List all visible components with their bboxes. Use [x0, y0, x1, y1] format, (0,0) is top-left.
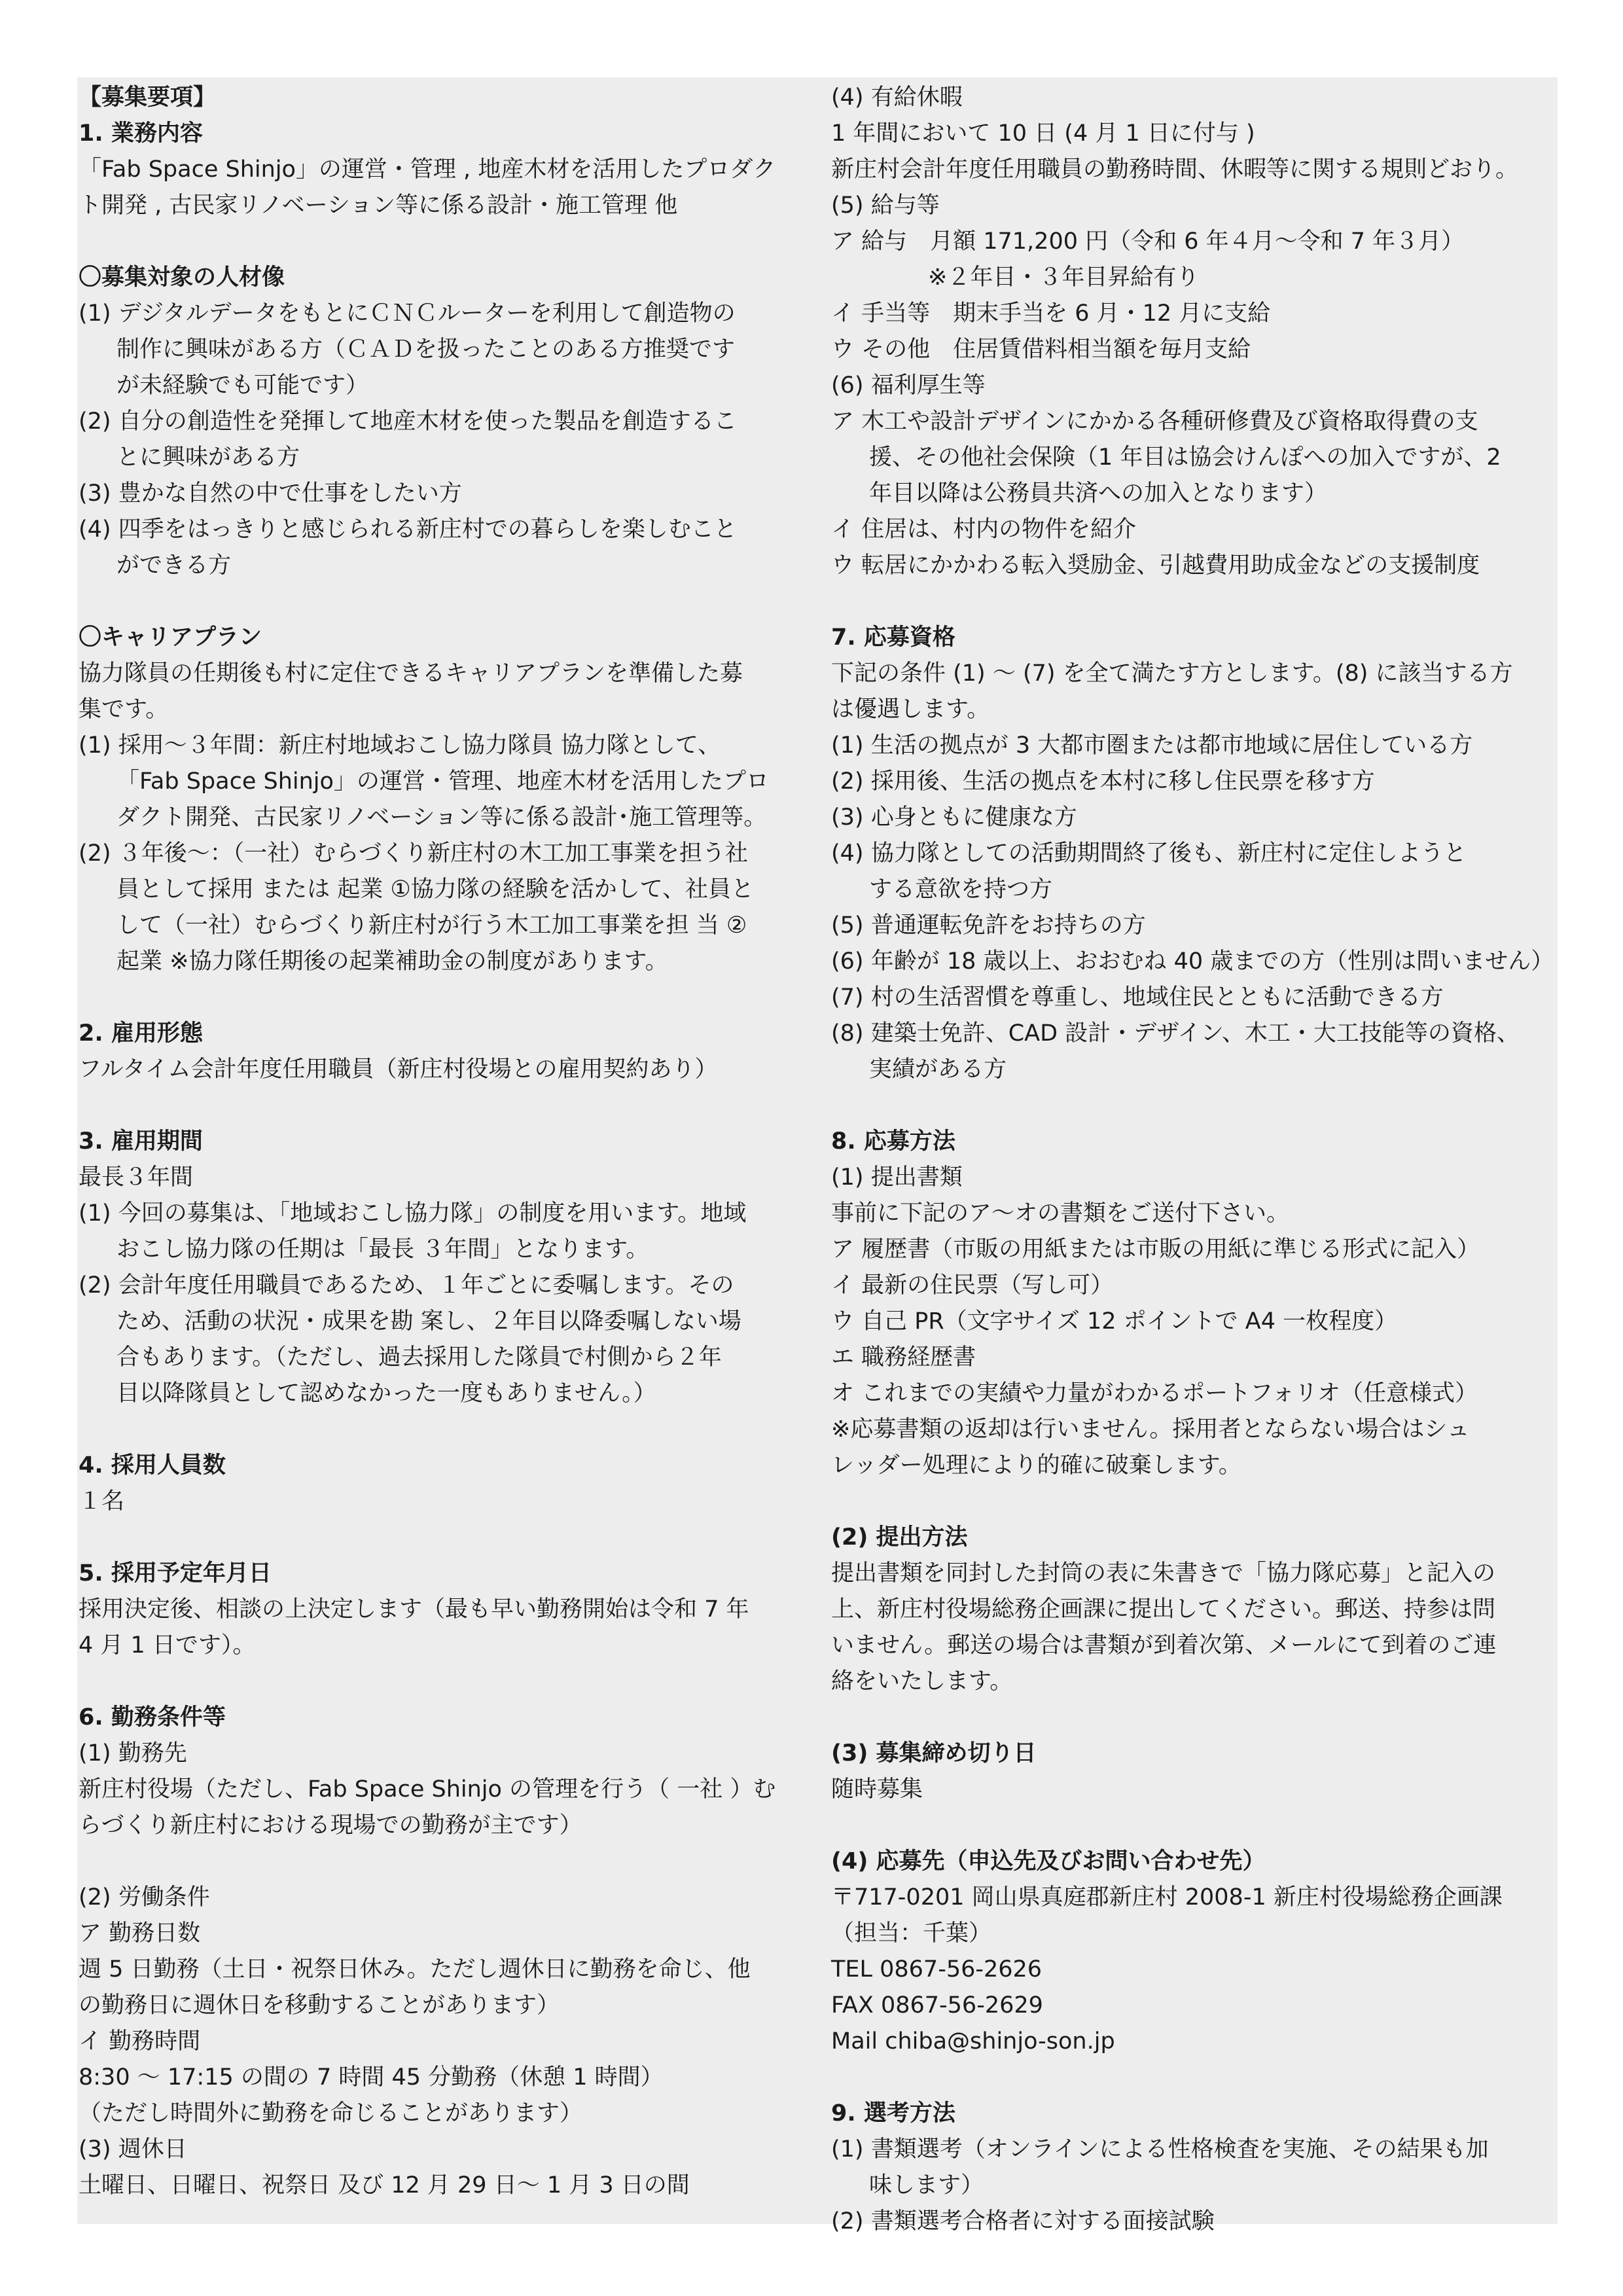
- blank-line: [79, 1088, 798, 1124]
- text-line: (2) 自分の創造性を発揮して地産木材を使った製品を創造するこ: [79, 408, 737, 435]
- section-heading: 1. 業務内容: [79, 120, 203, 147]
- text-line: 「Fab Space Shinjo」の運営・管理 , 地産木材を活用したプロダク: [79, 156, 776, 183]
- text-line: TEL 0867-56-2626: [831, 1956, 1043, 1982]
- text-line: 上、新庄村役場総務企画課に提出してください。郵送、持参は問: [831, 1596, 1496, 1623]
- text-line: (1) 今回の募集は、「地域おこし協力隊」の制度を用います。地域: [79, 1200, 747, 1227]
- text-line: ア 履歴書（市販の用紙または市販の用紙に準じる形式に記入）: [831, 1236, 1480, 1263]
- text-line: 絡をいたします。: [831, 1668, 1013, 1695]
- text-line: (3) 週休日: [79, 2136, 187, 2162]
- section-heading: 9. 選考方法: [831, 2100, 955, 2126]
- text-line: (1) 勤務先: [79, 1740, 187, 1767]
- text-line: 合もあります。（ただし、過去採用した隊員で村側から２年: [116, 1344, 722, 1371]
- text-line: (1) デジタルデータをもとにＣＮＣルーターを利用して創造物の: [79, 300, 736, 327]
- text-line: 事前に下記のア～オの書類をご送付下さい。: [831, 1200, 1290, 1227]
- text-line: する意欲を持つ方: [869, 876, 1053, 903]
- text-line: 味します）: [869, 2172, 984, 2198]
- blank-line: [79, 980, 798, 1016]
- section-heading: 4. 採用人員数: [79, 1452, 226, 1479]
- blank-line: [831, 584, 1555, 620]
- text-line: とに興味がある方: [116, 444, 300, 471]
- text-line: (1) 提出書類: [831, 1164, 963, 1191]
- text-line: (5) 普通運転免許をお持ちの方: [831, 912, 1146, 939]
- text-line: オ これまでの実績や力量がわかるポートフォリオ（任意様式）: [831, 1380, 1478, 1407]
- text-line: イ 住居は、村内の物件を紹介: [831, 516, 1137, 543]
- blank-line: [831, 1808, 1555, 1844]
- text-line: (3) 豊かな自然の中で仕事をしたい方: [79, 480, 462, 507]
- text-line: (8) 建築士免許、CAD 設計・デザイン、木工・大工技能等の資格、: [831, 1020, 1520, 1047]
- text-line: レッダー処理により的確に破棄します。: [831, 1452, 1241, 1479]
- text-line: ウ 自己 PR（文字サイズ 12 ポイントで A4 一枚程度）: [831, 1308, 1398, 1335]
- text-line: (2) 会計年度任用職員であるため、１年ごとに委嘱します。その: [79, 1272, 734, 1299]
- text-line: して（一社）むらづくり新庄村が行う木工加工事業を担 当 ②: [116, 912, 747, 939]
- section-heading: 〇募集対象の人材像: [79, 264, 285, 291]
- blank-line: [831, 2060, 1555, 2096]
- text-line: (1) 採用～３年間：新庄村地域おこし協力隊員 協力隊として、: [79, 732, 721, 759]
- text-line: (7) 村の生活習慣を尊重し、地域住民とともに活動できる方: [831, 984, 1444, 1011]
- text-line: (2) ３年後～：（一社）むらづくり新庄村の木工加工事業を担う社: [79, 840, 748, 867]
- text-line: (1) 書類選考（オンラインによる性格検査を実施、その結果も加: [831, 2136, 1489, 2162]
- text-line: １名: [79, 1488, 125, 1515]
- text-line: （担当：千葉）: [831, 1920, 992, 1946]
- text-line: イ 最新の住民票（写し可）: [831, 1272, 1114, 1299]
- section-heading: (2) 提出方法: [831, 1524, 968, 1551]
- text-line: ※応募書類の返却は行いません。採用者とならない場合はシュ: [831, 1416, 1470, 1443]
- blank-line: [79, 584, 798, 620]
- blank-line: [831, 1484, 1555, 1520]
- text-line: (2) 書類選考合格者に対する面接試験: [831, 2208, 1215, 2234]
- text-line: 1 年間において 10 日 (4 月 1 日に付与 ): [831, 120, 1255, 147]
- text-line: (2) 労働条件: [79, 1884, 210, 1910]
- text-line: FAX 0867-56-2629: [831, 1992, 1043, 2018]
- text-line: ウ 転居にかかわる転入奨励金、引越費用助成金などの支援制度: [831, 552, 1480, 579]
- text-line: エ 職務経歴書: [831, 1344, 976, 1371]
- text-line: 年目以降は公務員共済への加入となります）: [869, 480, 1328, 507]
- section-heading: 3. 雇用期間: [79, 1128, 203, 1155]
- text-line: 「Fab Space Shinjo」の運営・管理、地産木材を活用したプロ: [116, 768, 769, 795]
- text-line: が未経験でも可能です）: [116, 372, 369, 399]
- text-line: (1) 生活の拠点が 3 大都市圏または都市地域に居住している方: [831, 732, 1473, 759]
- text-line: (6) 年齢が 18 歳以上、おおむね 40 歳までの方（性別は問いません）: [831, 948, 1554, 975]
- blank-line: [79, 1664, 798, 1700]
- section-heading: (4) 応募先（申込先及びお問い合わせ先）: [831, 1848, 1266, 1874]
- text-line: (2) 採用後、生活の拠点を本村に移し住民票を移す方: [831, 768, 1375, 795]
- text-line: 目以降隊員として認めなかった一度もありません。）: [116, 1380, 656, 1407]
- section-heading: 5. 採用予定年月日: [79, 1560, 272, 1587]
- blank-line: [831, 1088, 1555, 1124]
- text-line: は優遇します。: [831, 696, 990, 723]
- text-line: 最長３年間: [79, 1164, 194, 1191]
- text-line: おこし協力隊の任期は「最長 ３年間」となります。: [116, 1236, 649, 1263]
- blank-line: [79, 1412, 798, 1448]
- section-heading: 6. 勤務条件等: [79, 1704, 226, 1731]
- text-line: (4) 有給休暇: [831, 84, 963, 111]
- blank-line: [79, 1520, 798, 1556]
- text-line: ア 木工や設計デザインにかかる各種研修費及び資格取得費の支: [831, 408, 1478, 435]
- section-heading: 2. 雇用形態: [79, 1020, 203, 1047]
- text-line: 4 月 1 日です）。: [79, 1632, 256, 1659]
- text-line: 〒717-0201 岡山県真庭郡新庄村 2008-1 新庄村役場総務企画課: [831, 1884, 1503, 1910]
- text-line: ダクト開発、古民家リノベーション等に係る設計･施工管理等。: [116, 804, 767, 831]
- text-line: 新庄村会計年度任用職員の勤務時間、休暇等に関する規則どおり。: [831, 156, 1519, 183]
- text-line: （ただし時間外に勤務を命じることがあります）: [79, 2100, 583, 2126]
- text-line: 下記の条件 (1) ～ (7) を全て満たす方とします。(8) に該当する方: [831, 660, 1513, 687]
- text-line: (5) 給与等: [831, 192, 940, 219]
- text-line: イ 手当等 期末手当を 6 月・12 月に支給: [831, 300, 1271, 327]
- text-line: 提出書類を同封した封筒の表に朱書きで「協力隊応募」と記入の: [831, 1560, 1496, 1587]
- section-heading: 〇キャリアプラン: [79, 624, 262, 651]
- text-line: 随時募集: [831, 1776, 923, 1803]
- text-line: らづくり新庄村における現場での勤務が主です）: [79, 1812, 582, 1839]
- text-line: (3) 心身ともに健康な方: [831, 804, 1077, 831]
- text-line: (6) 福利厚生等: [831, 372, 986, 399]
- text-line: 8:30 ～ 17:15 の間の 7 時間 45 分勤務（休憩 1 時間）: [79, 2064, 664, 2090]
- text-line: (4) 四季をはっきりと感じられる新庄村での暮らしを楽しむこと: [79, 516, 737, 543]
- text-line: 制作に興味がある方（ＣＡＤを扱ったことのある方推奨です: [116, 336, 736, 363]
- text-line: ア 勤務日数: [79, 1920, 201, 1946]
- right-column: [831, 80, 1555, 2240]
- section-heading: 7. 応募資格: [831, 624, 955, 651]
- text-line: ウ その他 住居賃借料相当額を毎月支給: [831, 336, 1251, 363]
- text-line: フルタイム会計年度任用職員（新庄村役場との雇用契約あり）: [79, 1056, 718, 1083]
- left-column: [79, 80, 798, 2204]
- text-line: いません。郵送の場合は書類が到着次第、メールにて到着のご連: [831, 1632, 1497, 1659]
- text-line: 援、その他社会保険（1 年目は協会けんぽへの加入ですが、2: [869, 444, 1501, 471]
- blank-line: [831, 1700, 1555, 1736]
- text-line: 週 5 日勤務（土日・祝祭日休み。ただし週休日に勤務を命じ、他: [79, 1956, 751, 1982]
- text-line: Mail chiba@shinjo-son.jp: [831, 2028, 1115, 2054]
- text-line: ア 給与 月額 171,200 円（令和 6 年４月～令和 7 年３月）: [831, 228, 1465, 255]
- text-line: (4) 協力隊としての活動期間終了後も、新庄村に定住しようと: [831, 840, 1467, 867]
- text-line: の勤務日に週休日を移動することがあります）: [79, 1992, 560, 2018]
- text-line: 新庄村役場（ただし、Fab Space Shinjo の管理を行う（ 一社 ）む: [79, 1776, 776, 1803]
- blank-line: [79, 224, 798, 260]
- text-line: 土曜日、日曜日、祝祭日 及び 12 月 29 日～ 1 月 3 日の間: [79, 2172, 690, 2198]
- text-line: 採用決定後、相談の上決定します（最も早い勤務開始は令和 7 年: [79, 1596, 749, 1623]
- blank-line: [79, 1844, 798, 1880]
- section-heading: 8. 応募方法: [831, 1128, 955, 1155]
- section-heading: (3) 募集締め切り日: [831, 1740, 1037, 1767]
- text-line: 起業 ※協力隊任期後の起業補助金の制度があります。: [116, 948, 668, 975]
- text-line: ※２年目・３年目昇給有り: [928, 264, 1200, 291]
- text-line: ため、活動の状況・成果を勘 案し、２年目以降委嘱しない場: [116, 1308, 741, 1335]
- text-line: 集です。: [79, 696, 169, 723]
- text-line: イ 勤務時間: [79, 2028, 201, 2054]
- text-line: ト開発 , 古民家リノベーション等に係る設計・施工管理 他: [79, 192, 678, 219]
- text-line: ができる方: [116, 552, 232, 579]
- text-line: 協力隊員の任期後も村に定住できるキャリアプランを準備した募: [79, 660, 743, 687]
- text-line: 員として採用 または 起業 ①協力隊の経験を活かして、社員と: [116, 876, 755, 903]
- text-line: 実績がある方: [869, 1056, 1007, 1083]
- section-heading: 【募集要項】: [79, 84, 217, 111]
